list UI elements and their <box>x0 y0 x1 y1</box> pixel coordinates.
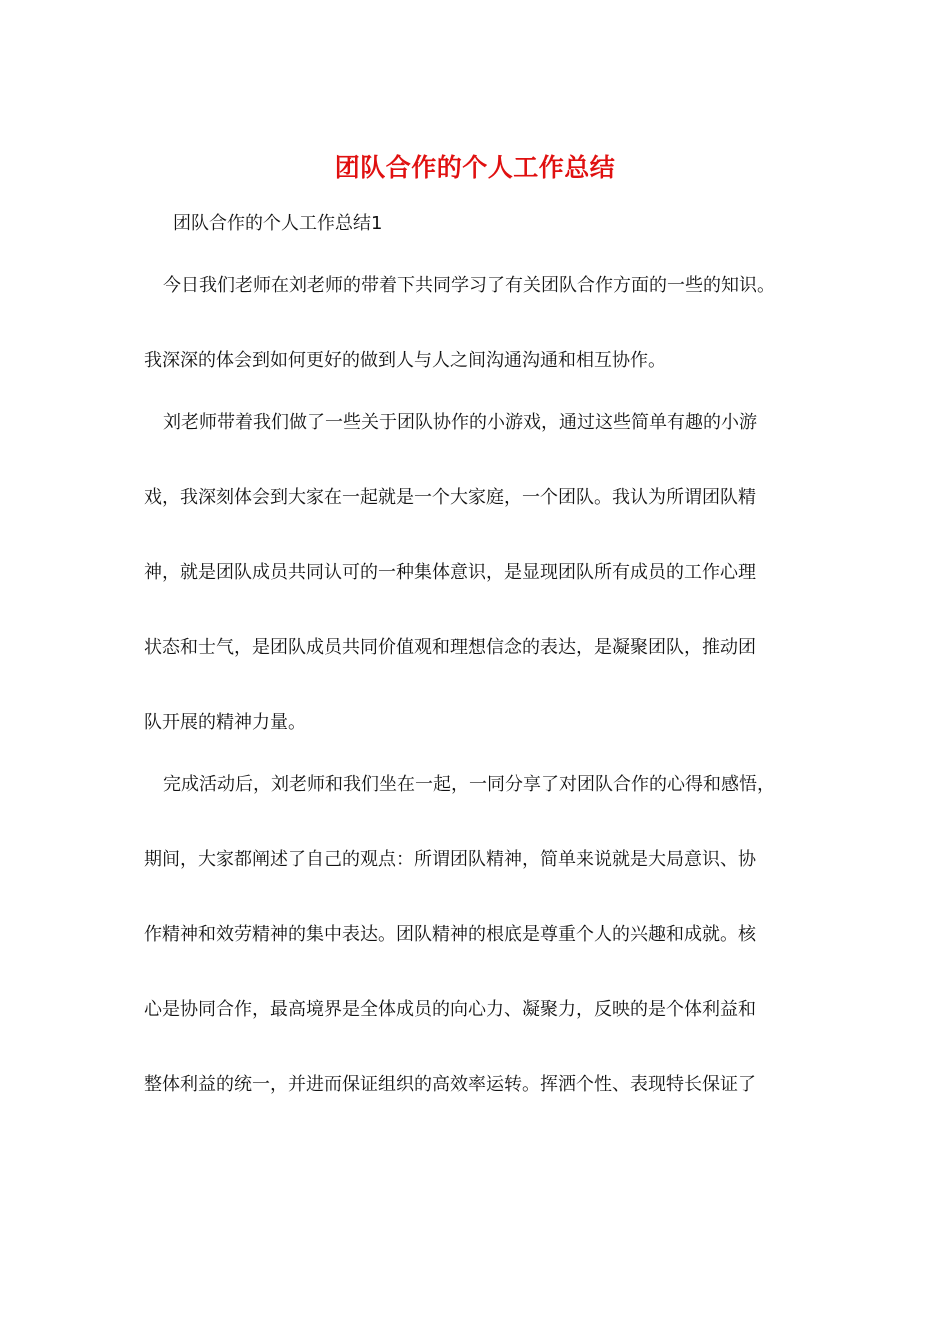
paragraph-line: 心是协同合作，最高境界是全体成员的向心力、凝聚力，反映的是个体利益和 <box>144 999 756 1020</box>
paragraph-line: 队开展的精神力量。 <box>144 712 306 733</box>
document-title: 团队合作的个人工作总结 <box>334 153 616 182</box>
paragraph-line: 今日我们老师在刘老师的带着下共同学习了有关团队合作方面的一些的知识。 <box>163 275 775 296</box>
paragraph-line: 戏，我深刻体会到大家在一起就是一个大家庭，一个团队。我认为所谓团队精 <box>144 487 756 508</box>
paragraph-line: 期间，大家都阐述了自己的观点：所谓团队精神，简单来说就是大局意识、协 <box>144 849 756 870</box>
paragraph-line: 我深深的体会到如何更好的做到人与人之间沟通沟通和相互协作。 <box>144 350 666 371</box>
paragraph-line: 神，就是团队成员共同认可的一种集体意识，是显现团队所有成员的工作心理 <box>144 562 756 583</box>
paragraph-line: 刘老师带着我们做了一些关于团队协作的小游戏，通过这些简单有趣的小游 <box>163 412 757 433</box>
paragraph-line: 作精神和效劳精神的集中表达。团队精神的根底是尊重个人的兴趣和成就。核 <box>144 924 756 945</box>
section-subtitle: 团队合作的个人工作总结1 <box>173 213 383 234</box>
paragraph-line: 状态和士气，是团队成员共同价值观和理想信念的表达，是凝聚团队，推动团 <box>144 637 756 658</box>
paragraph-line: 整体利益的统一，并进而保证组织的高效率运转。挥洒个性、表现特长保证了 <box>144 1074 756 1095</box>
paragraph-line: 完成活动后，刘老师和我们坐在一起，一同分享了对团队合作的心得和感悟， <box>163 774 775 795</box>
